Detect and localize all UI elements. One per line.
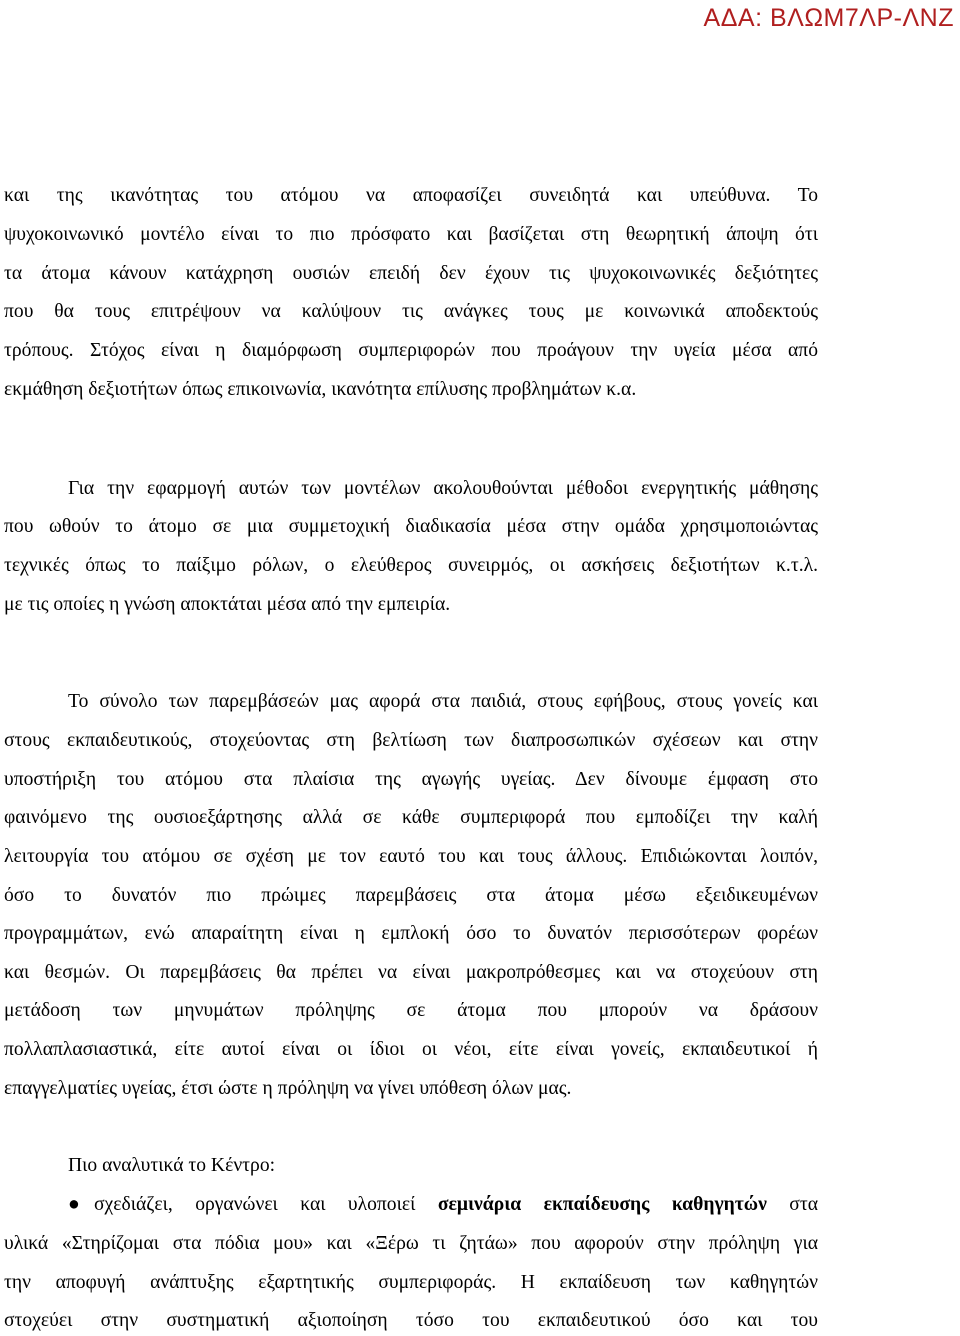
text-line: που θα τους επιτρέψουν να καλύψουν τις ανάγκες τους με κοινωνικά αποδεκτούς bbox=[4, 301, 818, 322]
text-line: πολλαπλασιαστικά, είτε αυτοί είναι οι ίδιοι οι νέοι, είτε είναι γονείς, εκπαιδευτικοί ή bbox=[4, 1039, 818, 1060]
text-line: με τις οποίες η γνώση αποκτάται μέσα από την εμπειρία. bbox=[4, 594, 451, 615]
text-line: υλικά «Στηρίζομαι στα πόδια μου» και «Ξέρω τι ζητάω» που αφορούν στην πρόληψη για bbox=[4, 1233, 818, 1254]
text-line: φαινόμενο της ουσιοεξάρτησης αλλά σε κάθε συμπεριφορά που εμποδίζει την καλή bbox=[4, 807, 818, 828]
text-line: και της ικανότητας του ατόμου να αποφασίζει συνειδητά και υπεύθυνα. Το bbox=[4, 185, 818, 206]
text-line: υποστήριξη του ατόμου στα πλαίσια της αγωγής υγείας. Δεν δίνουμε έμφαση στο bbox=[4, 769, 818, 790]
bullet-text-bold: σεμινάρια εκπαίδευσης καθηγητών bbox=[437, 1194, 767, 1215]
text-line: στους εκπαιδευτικούς, στοχεύοντας στη βελτίωση των διαπροσωπικών σχέσεων και στην bbox=[4, 730, 818, 751]
text-line: προγραμμάτων, ενώ απαραίτητη είναι η εμπλοκή όσο το δυνατόν περισσότερων φορέων bbox=[4, 923, 818, 944]
document-id-header: ΑΔΑ: ΒΛΩΜ7ΛΡ-ΛΝΖ bbox=[703, 4, 954, 32]
bullet-first-line bbox=[94, 1192, 818, 1218]
text-line: την αποφυγή ανάπτυξης εξαρτητικής συμπεριφοράς. Η εκπαίδευση των καθηγητών bbox=[4, 1272, 818, 1293]
text-line: μετάδοση των μηνυμάτων πρόληψης σε άτομα που μπορούν να δράσουν bbox=[4, 1000, 818, 1021]
bullet-text-post: στα bbox=[766, 1194, 818, 1215]
section-heading: Πιο αναλυτικά το Κέντρο: bbox=[68, 1155, 276, 1176]
text-line: όσο το δυνατόν πιο πρώιμες παρεμβάσεις στα άτομα μέσω εξειδικευμένων bbox=[4, 885, 818, 906]
text-line: τα άτομα κάνουν κατάχρηση ουσιών επειδή δεν έχουν τις ψυχοκοινωνικές δεξιότητες bbox=[4, 263, 818, 284]
text-line: και θεσμών. Οι παρεμβάσεις θα πρέπει να είναι μακροπρόθεσμες και να στοχεύουν στη bbox=[4, 962, 818, 983]
bullet-icon: ● bbox=[68, 1194, 80, 1215]
text-line: λειτουργία του ατόμου σε σχέση με τον εαυτό του και τους άλλους. Επιδιώκονται λοιπόν, bbox=[4, 846, 818, 867]
text-line: ψυχοκοινωνικό μοντέλο είναι το πιο πρόσφατο και βασίζεται στη θεωρητική άποψη ότι bbox=[4, 224, 818, 245]
text-line: εκμάθηση δεξιοτήτων όπως επικοινωνία, ικανότητα επίλυσης προβλημάτων κ.α. bbox=[4, 379, 637, 400]
text-line: τεχνικές όπως το παίξιμο ρόλων, ο ελεύθερος συνειρμός, οι ασκήσεις δεξιοτήτων κ.τ.λ. bbox=[4, 555, 818, 576]
text-line: τρόπους. Στόχος είναι η διαμόρφωση συμπεριφορών που προάγουν την υγεία μέσα από bbox=[4, 340, 818, 361]
text-line: που ωθούν το άτομο σε μια συμμετοχική διαδικασία μέσα στην ομάδα χρησιμοποιώντας bbox=[4, 516, 818, 537]
text-line: Για την εφαρμογή αυτών των μοντέλων ακολουθούνται μέθοδοι ενεργητικής μάθησης bbox=[68, 478, 818, 499]
bullet-text-pre: σχεδιάζει, οργανώνει και υλοποιεί bbox=[94, 1194, 438, 1215]
text-line: Το σύνολο των παρεμβάσεών μας αφορά στα παιδιά, στους εφήβους, στους γονείς και bbox=[68, 691, 818, 712]
text-line: επαγγελματίες υγείας, έτσι ώστε η πρόληψη να γίνει υπόθεση όλων μας. bbox=[4, 1078, 572, 1099]
text-line: στοχεύει στην συστηματική αξιοποίηση τόσο του εκπαιδευτικού όσο και του bbox=[4, 1310, 818, 1331]
